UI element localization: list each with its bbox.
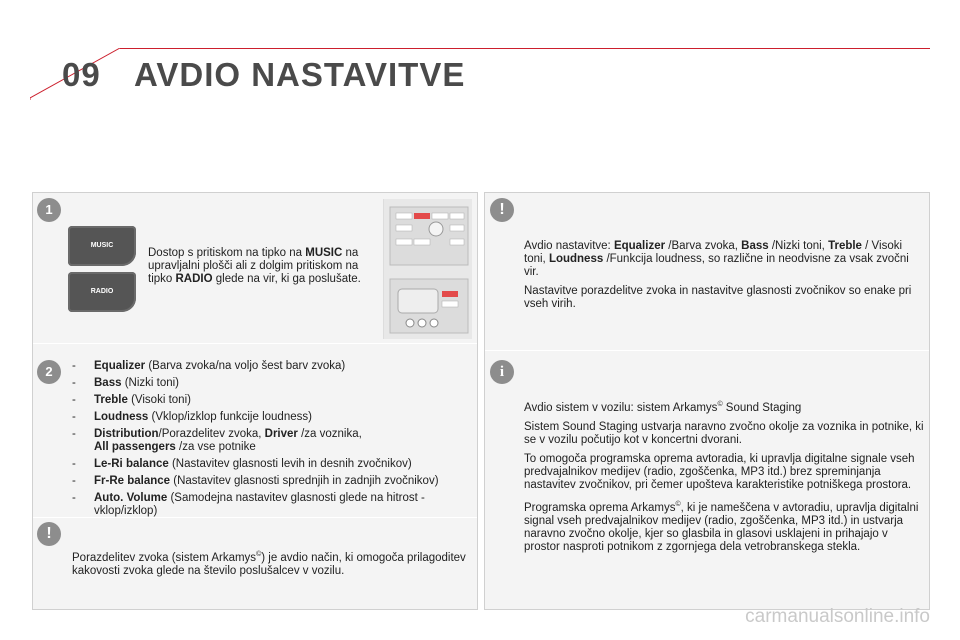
list-item: - Equalizer (Barva zvoka/na voljo šest barv zvoka) xyxy=(72,360,346,372)
list-item: - Distribution/Porazdelitev zvoka, Driver /za voznika, All passengers /za vse potnike xyxy=(72,428,362,453)
step-badge-1: 1 xyxy=(37,198,61,222)
page-title: AVDIO NASTAVITVE xyxy=(134,56,466,93)
intro-text: Dostop s pritiskom na tipko na MUSIC na upravljalni plošči ali z dolgim pritiskom na tipko RADIO glede na vir, ki ga poslušate. xyxy=(148,247,361,285)
list-item: - Bass (Nizki toni) xyxy=(72,377,180,389)
radio-button-image: RADIO xyxy=(68,272,136,312)
list-item: - Auto. Volume (Samodejna nastavitev glasnosti glede na hitrost - vklop/izklop) xyxy=(72,492,425,517)
watermark: carmanualsonline.info xyxy=(745,606,930,627)
list-item: - Treble (Visoki toni) xyxy=(72,394,191,406)
warning-icon: ! xyxy=(37,522,61,546)
right-separator xyxy=(485,350,929,351)
header-rule xyxy=(120,48,930,49)
settings-list xyxy=(72,360,472,522)
left-separator-1 xyxy=(33,343,477,344)
warning-icon: ! xyxy=(490,198,514,222)
list-item: - Fr-Re balance (Nastavitev glasnosti sprednjih in zadnjih zvočnikov) xyxy=(72,475,439,487)
audio-settings-note: Avdio nastavitve: Equalizer /Barva zvoka, Bass /Nizki toni, Treble / Visoki toni, Loudness /Funkcija loudness, so različne in neodvisne za vsak zvočni vir. Nastavitve porazdelitve zvoka in nastavitve glasnosti zvočnikov so enake pri vseh virih. xyxy=(524,240,912,310)
music-button-image: MUSIC xyxy=(68,226,136,266)
control-panel-illustration xyxy=(383,199,472,339)
note-text: Porazdelitev zvoka (sistem Arkamys©) je avdio način, ki omogoča prilagoditev kakovosti zvoka glede na število poslušalcev v vozilu. xyxy=(72,551,466,577)
chapter-number: 09 xyxy=(62,56,101,93)
list-item: - Le-Ri balance (Nastavitev glasnosti levih in desnih zvočnikov) xyxy=(72,458,412,470)
info-icon: i xyxy=(490,360,514,384)
arkamys-info: Avdio sistem v vozilu: sistem Arkamys© Sound Staging Sistem Sound Staging ustvarja naravno zvočno okolje za voznika in potnike, ki se v vozilu počutijo kot v koncertni dvorani. To omogoča programska oprema avtoradia, ki upravlja digitalne signale vseh predvajalnikov medijev (radio, zgoščenka, MP3 itd.) brez spreminjanja nastavitev zvočnikov, pri čemer upošteva karakteristike potniškega prostora. Programska oprema Arkamys©, ki je nameščena v avtoradiu, upravlja digitalni signal vseh predvajalnikov medijev (radio, zgoščenka, MP3 itd.) in ustvarja naravno zvočno okolje, kjer so glasbila in glasovi usklajeni in prihajajo v prostor nasproti potnikom z zgornjega dela vetrobranskega stekla. xyxy=(524,401,924,553)
step-badge-2: 2 xyxy=(37,360,61,384)
list-item: - Loudness (Vklop/izklop funkcije loudness) xyxy=(72,411,312,423)
